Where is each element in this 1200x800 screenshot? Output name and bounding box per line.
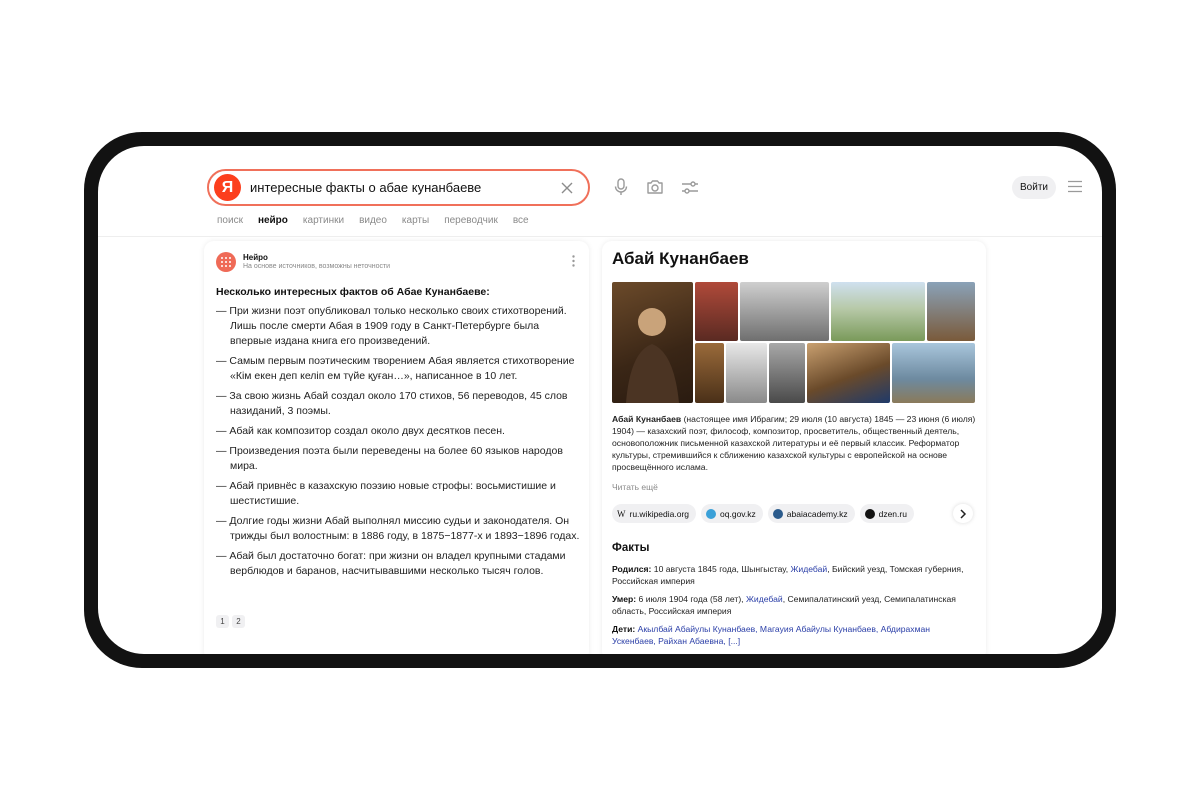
wikipedia-icon: W: [617, 508, 626, 519]
fact-label: Родился:: [612, 564, 652, 574]
facts-heading: Факты: [612, 542, 650, 554]
more-options-icon[interactable]: [572, 255, 575, 267]
gallery-photo[interactable]: [769, 343, 805, 403]
fact-text: , Семипалатинский уезд, Семипалатинская область, Российская империя: [612, 594, 956, 616]
clear-icon[interactable]: [560, 181, 574, 195]
tab-neuro[interactable]: нейро: [257, 215, 288, 226]
tab-search[interactable]: поиск: [217, 215, 243, 226]
search-input[interactable]: [250, 180, 550, 195]
fact-item: — Абай как композитор создал около двух десятков песен.: [216, 425, 505, 437]
fact-text: 10 августа 1845 года, Шынгыстау,: [651, 564, 791, 574]
gallery-photo[interactable]: [695, 282, 738, 341]
fact-item: — При жизни поэт опубликовал только несколько своих стихотворений. Лишь после смерти Абая в 1909 году в Санкт-Петербурге была впервые издана книга его произведений.: [216, 305, 567, 347]
source-chip-label: dzen.ru: [878, 508, 907, 519]
fact-text: , Бийский уезд, Томская губерния, Российская империя: [612, 564, 964, 586]
fact-link[interactable]: Акылбай Абайулы Кунанбаев, Магауия Абайулы Кунанбаев, Абдирахман Ускенбаев, Райхан Абаевна, [...]: [612, 624, 931, 646]
fact-item: — Абай привнёс в казахскую поэзию новые строфы: восьмистишие и шестистишие.: [216, 480, 556, 507]
yandex-logo[interactable]: Я: [214, 174, 241, 201]
fact-item: — Самым первым поэтическим творением Абая является стихотворение «Кім екен деп келіп ем түйе қуған…», написанное в 10 лет.: [216, 355, 575, 382]
source-chips: [612, 504, 914, 523]
portrait-silhouette: [612, 282, 693, 403]
neuro-logo-icon: [216, 252, 236, 272]
neuro-heading: Несколько интересных фактов об Абае Кунанбаеве:: [216, 286, 490, 298]
source-page-1[interactable]: 1: [216, 615, 229, 628]
menu-icon[interactable]: [1068, 180, 1082, 193]
fact-item: — Произведения поэта были переведены на более 60 языков народов мира.: [216, 445, 563, 472]
search-box[interactable]: [207, 169, 590, 206]
gallery-photo[interactable]: [807, 343, 890, 403]
oq-site-icon: [706, 509, 716, 519]
entity-desc-name: Абай Кунанбаев: [612, 414, 682, 424]
image-gallery: [612, 282, 975, 403]
entity-card: [602, 241, 986, 654]
gallery-photo[interactable]: [831, 282, 925, 341]
fact-label: Умер:: [612, 594, 637, 604]
tab-images[interactable]: картинки: [302, 215, 345, 226]
fact-children: [612, 623, 976, 647]
tab-video[interactable]: видео: [359, 215, 387, 226]
fact-died: [612, 593, 976, 617]
neuro-facts-list: [216, 304, 582, 584]
gallery-photo[interactable]: [695, 343, 724, 403]
login-button[interactable]: Войти: [1012, 176, 1056, 199]
tab-maps[interactable]: карты: [401, 215, 430, 226]
fact-text: 6 июля 1904 года (58 лет),: [636, 594, 746, 604]
source-chip-oq[interactable]: [701, 504, 763, 523]
sources-next-button[interactable]: [953, 504, 973, 523]
tab-translator[interactable]: переводчик: [444, 215, 498, 226]
search-tabs: [217, 215, 529, 226]
chevron-right-icon: [959, 509, 967, 519]
source-chip-label: oq.gov.kz: [720, 508, 756, 519]
screen: [98, 146, 1102, 654]
fact-link[interactable]: Жидебай: [790, 564, 828, 574]
fact-link[interactable]: Жидебай: [745, 594, 783, 604]
source-chip-label: ru.wikipedia.org: [629, 508, 690, 519]
entity-title[interactable]: Абай Кунанбаев: [612, 249, 749, 268]
source-pages: [216, 615, 245, 628]
gallery-photo[interactable]: [726, 343, 767, 403]
source-chip-label: abaiacademy.kz: [786, 508, 848, 519]
gallery-photo[interactable]: [892, 343, 975, 403]
source-chip-abaiacademy[interactable]: [768, 504, 855, 523]
gallery-photo[interactable]: [927, 282, 975, 341]
entity-desc-text: (настоящее имя Ибрагим; 29 июля (10 августа) 1845 — 23 июня (6 июля) 1904) — казахский поэт, философ, композитор, просветитель, общественный деятель, основоположник письменной казахской литературы и её первый классик. Реформатор культуры, стремившийся к сближению казахской культуры с европейской на основе просвещённого ислама.: [612, 414, 976, 472]
source-chip-dzen[interactable]: [860, 504, 914, 523]
camera-icon[interactable]: [645, 177, 665, 197]
neuro-title: Нейро: [243, 253, 268, 262]
gallery-photo[interactable]: [740, 282, 829, 341]
neuro-answer-card: [204, 241, 589, 654]
gallery-photo[interactable]: [612, 282, 693, 403]
abaiacademy-site-icon: [773, 509, 783, 519]
read-more-link[interactable]: Читать ещё: [612, 482, 658, 492]
fact-label: Дети:: [612, 624, 636, 634]
source-page-2[interactable]: 2: [232, 615, 245, 628]
fact-item: — Долгие годы жизни Абай выполнял миссию судьи и законодателя. Он трижды был волостным: в 1886 году, в 1875−1877-х и 1893−1896 годах.: [216, 515, 580, 542]
fact-born: [612, 563, 976, 587]
microphone-icon[interactable]: [611, 177, 631, 197]
header-divider: [98, 236, 1102, 237]
tab-all[interactable]: все: [512, 215, 529, 226]
device-frame: [84, 132, 1116, 668]
fact-item: — Абай был достаточно богат: при жизни он владел крупными стадами верблюдов и баранов, насчитывавшими несколько тысяч голов.: [216, 550, 566, 577]
neuro-subtitle: На основе источников, возможны неточности: [243, 263, 391, 270]
fact-item: — За свою жизнь Абай создал около 170 стихов, 56 переводов, 45 слов назиданий, 3 поэмы.: [216, 390, 568, 417]
filters-icon[interactable]: [680, 177, 700, 197]
entity-description: [612, 413, 978, 473]
neuro-grid-icon: [220, 256, 232, 268]
dzen-site-icon: [865, 509, 875, 519]
source-chip-wikipedia[interactable]: [612, 504, 696, 523]
